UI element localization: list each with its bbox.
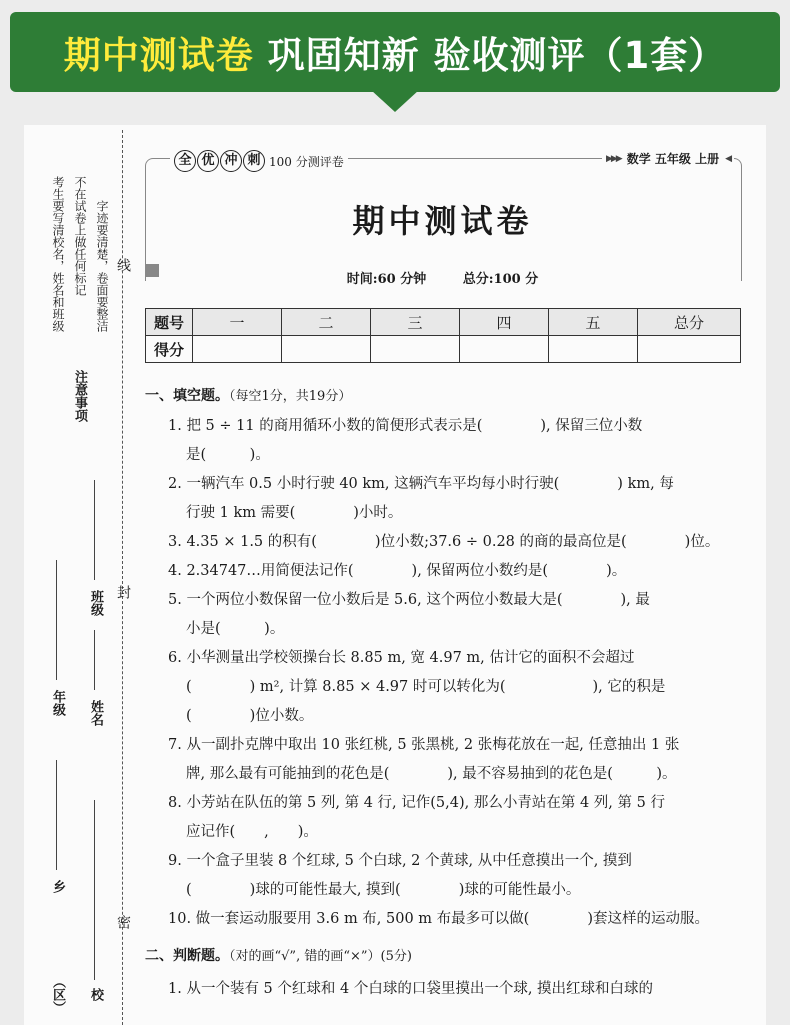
question-line: ( )位小数。 [186,708,314,724]
banner-subtitle: 巩固知新 验收测评（1套） [253,34,727,77]
question-line: ( )球的可能性最大, 摸到( )球的可能性最小。 [186,882,581,898]
notice-title: 注意事项 [72,370,87,422]
top-banner [10,12,780,92]
score-header-cell: 总分 [638,309,741,336]
question-line: 1. 把 5 ÷ 11 的商用循环小数的简便形式表示是( ), 保留三位小数 [168,418,643,434]
page-title: 期中测试卷 [352,202,533,240]
score-header-cell: 三 [371,309,460,336]
question-line: 应记作( , )。 [186,824,318,840]
brand-char: 冲 [220,150,242,172]
score-row-label: 得分 [146,336,193,363]
score-cell[interactable] [282,336,371,363]
score-cell[interactable] [193,336,282,363]
score-cell[interactable] [638,336,741,363]
field-label-district: （区） [50,975,65,1014]
subject-label [602,150,734,167]
exam-meta [145,268,740,287]
cut-mark-line: 线 [115,258,131,272]
score-cell[interactable] [549,336,638,363]
section-title: 二、判断题。 [145,948,229,964]
question-line: 牌, 那么最有可能抽到的花色是( ), 最不容易抽到的花色是( )。 [186,766,677,782]
section-note: （对的画“√”, 错的画“×”）(5分) [229,949,412,964]
brand-label [170,150,348,172]
score-header-cell: 题号 [146,309,193,336]
brand-char: 刺 [243,150,265,172]
question-line: 6. 小华测量出学校领操台长 8.85 m, 宽 4.97 m, 估计它的面积不会超过 [168,650,635,666]
exam-time: 时间:60 分钟 [346,272,427,287]
field-line-school[interactable] [94,800,95,980]
question-line: 3. 4.35 × 1.5 的积有( )位小数;37.6 ÷ 0.28 的商的最高位是( )位。 [168,534,720,550]
section-heading [145,945,412,965]
question-line: 10. 做一套运动服要用 3.6 m 布, 500 m 布最多可以做( )套这样的运动服。 [168,911,709,927]
banner-pointer [371,90,419,112]
triangle-arrows-icon: ▶▶▶ [605,153,621,164]
brand-char: 优 [197,150,219,172]
cut-mark-seal: 封 [115,585,131,599]
question-line: 行驶 1 km 需要( )小时。 [186,505,403,521]
score-header-cell: 一 [193,309,282,336]
question-line: 5. 一个两位小数保留一位小数后是 5.6, 这个两位小数最大是( ), 最 [168,592,650,608]
field-label-school: 校 [88,988,103,1001]
score-header-cell: 二 [282,309,371,336]
field-label-name: 姓名 [88,700,103,726]
brand-char: 全 [174,150,196,172]
score-header-cell: 五 [549,309,638,336]
triangle-left-icon: ◀ [725,153,730,164]
field-line-grade[interactable] [56,560,57,680]
question-line: 小是( )。 [186,621,285,637]
field-line-class[interactable] [94,480,95,580]
field-label-class: 班级 [88,590,103,616]
score-table [145,308,741,363]
field-line-township[interactable] [56,760,57,870]
notice-line-3: 字迹要清楚，卷面要整洁 [95,200,109,332]
field-label-grade: 年级 [50,690,65,716]
question-line: 9. 一个盒子里装 8 个红球, 5 个白球, 2 个黄球, 从中任意摸出一个, 摸到 [168,853,632,869]
notice-line-1: 考生要写清校名，姓名和班级 [51,176,65,332]
question-line: 7. 从一副扑克牌中取出 10 张红桃, 5 张黑桃, 2 张梅花放在一起, 任意抽出 1 张 [168,737,680,753]
score-cell[interactable] [460,336,549,363]
question-line: 4. 2.34747…用简便法记作( ), 保留两位小数约是( )。 [168,563,627,579]
subject-text: 数学 五年级 上册 [626,152,720,166]
banner-title [10,25,780,79]
score-header-cell: 四 [460,309,549,336]
exam-total: 总分:100 分 [462,272,539,287]
field-label-township: 乡 [50,880,65,893]
question-line: 1. 从一个装有 5 个红球和 4 个白球的口袋里摸出一个球, 摸出红球和白球的 [168,981,654,997]
question-line: 2. 一辆汽车 0.5 小时行驶 40 km, 这辆汽车平均每小时行驶( ) km, 每 [168,476,674,492]
question-line: ( ) m², 计算 8.85 × 4.97 时可以转化为( ), 它的积是 [186,679,666,695]
score-cell[interactable] [371,336,460,363]
section-note: （每空1分，共19分） [229,389,352,404]
question-line: 是( )。 [186,447,270,463]
section-heading [145,385,351,405]
notice-line-2: 不在试卷上做任何标记 [73,176,87,296]
cut-mark-secret: 密 [115,915,131,929]
brand-suffix: 100 分测评卷 [269,154,344,169]
question-line: 8. 小芳站在队伍的第 5 列, 第 4 行, 记作(5,4), 那么小青站在第 4 列, 第 5 行 [168,795,665,811]
section-title: 一、填空题。 [145,388,229,404]
banner-highlight: 期中测试卷 [63,34,254,77]
field-line-name[interactable] [94,630,95,690]
